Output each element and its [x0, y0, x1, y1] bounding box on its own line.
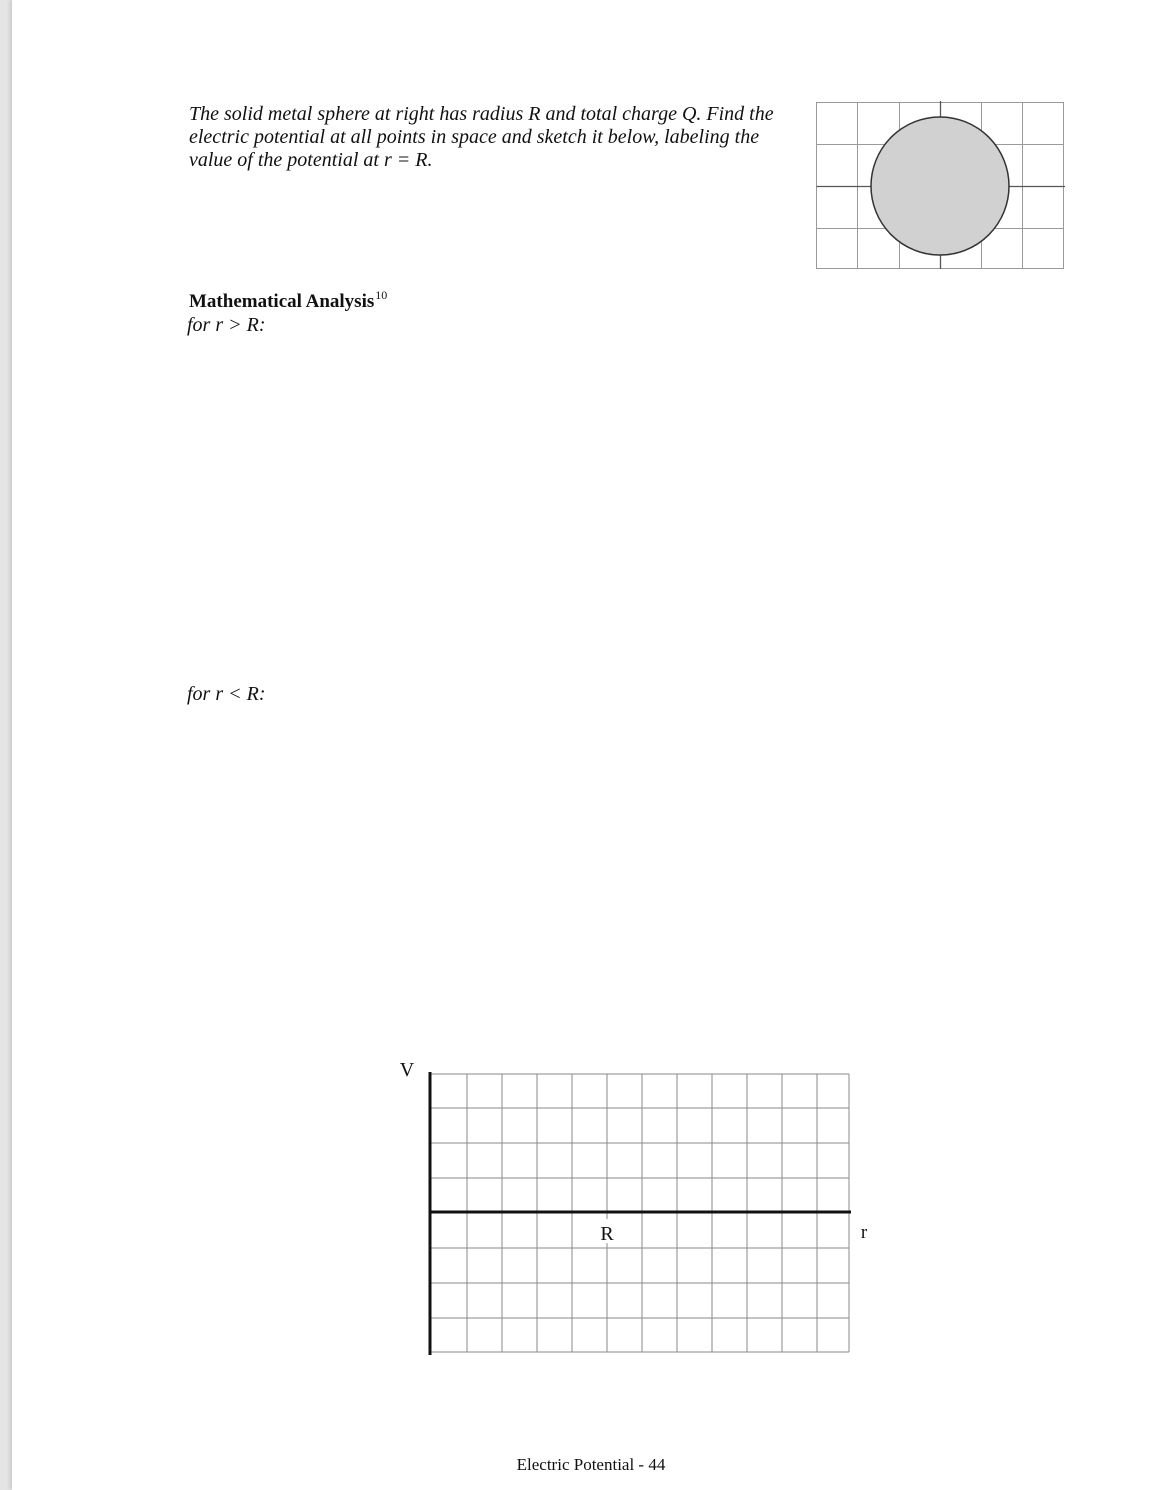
document-page — [12, 0, 1170, 1490]
r-axis-label: r — [860, 1222, 868, 1243]
problem-line: value of the potential at r = R. — [189, 149, 433, 171]
case-outside-label: for r > R: — [187, 314, 266, 336]
metal-sphere — [871, 117, 1009, 255]
potential-graph — [387, 1055, 877, 1365]
section-heading — [189, 288, 387, 313]
problem-line: electric potential at all points in space and sketch it below, labeling the — [189, 126, 760, 148]
page-footer: Electric Potential - 44 — [516, 1455, 666, 1474]
heading-text: Mathematical Analysis — [189, 291, 375, 312]
footnote-marker: 10 — [375, 288, 388, 302]
r-marker-label: R — [600, 1223, 614, 1245]
case-inside-label: for r < R: — [187, 683, 266, 705]
problem-statement — [189, 103, 789, 172]
problem-line: The solid metal sphere at right has radius R and total charge Q. Find the — [189, 103, 774, 125]
v-axis-label: V — [399, 1059, 415, 1081]
sphere-diagram — [815, 101, 1067, 273]
